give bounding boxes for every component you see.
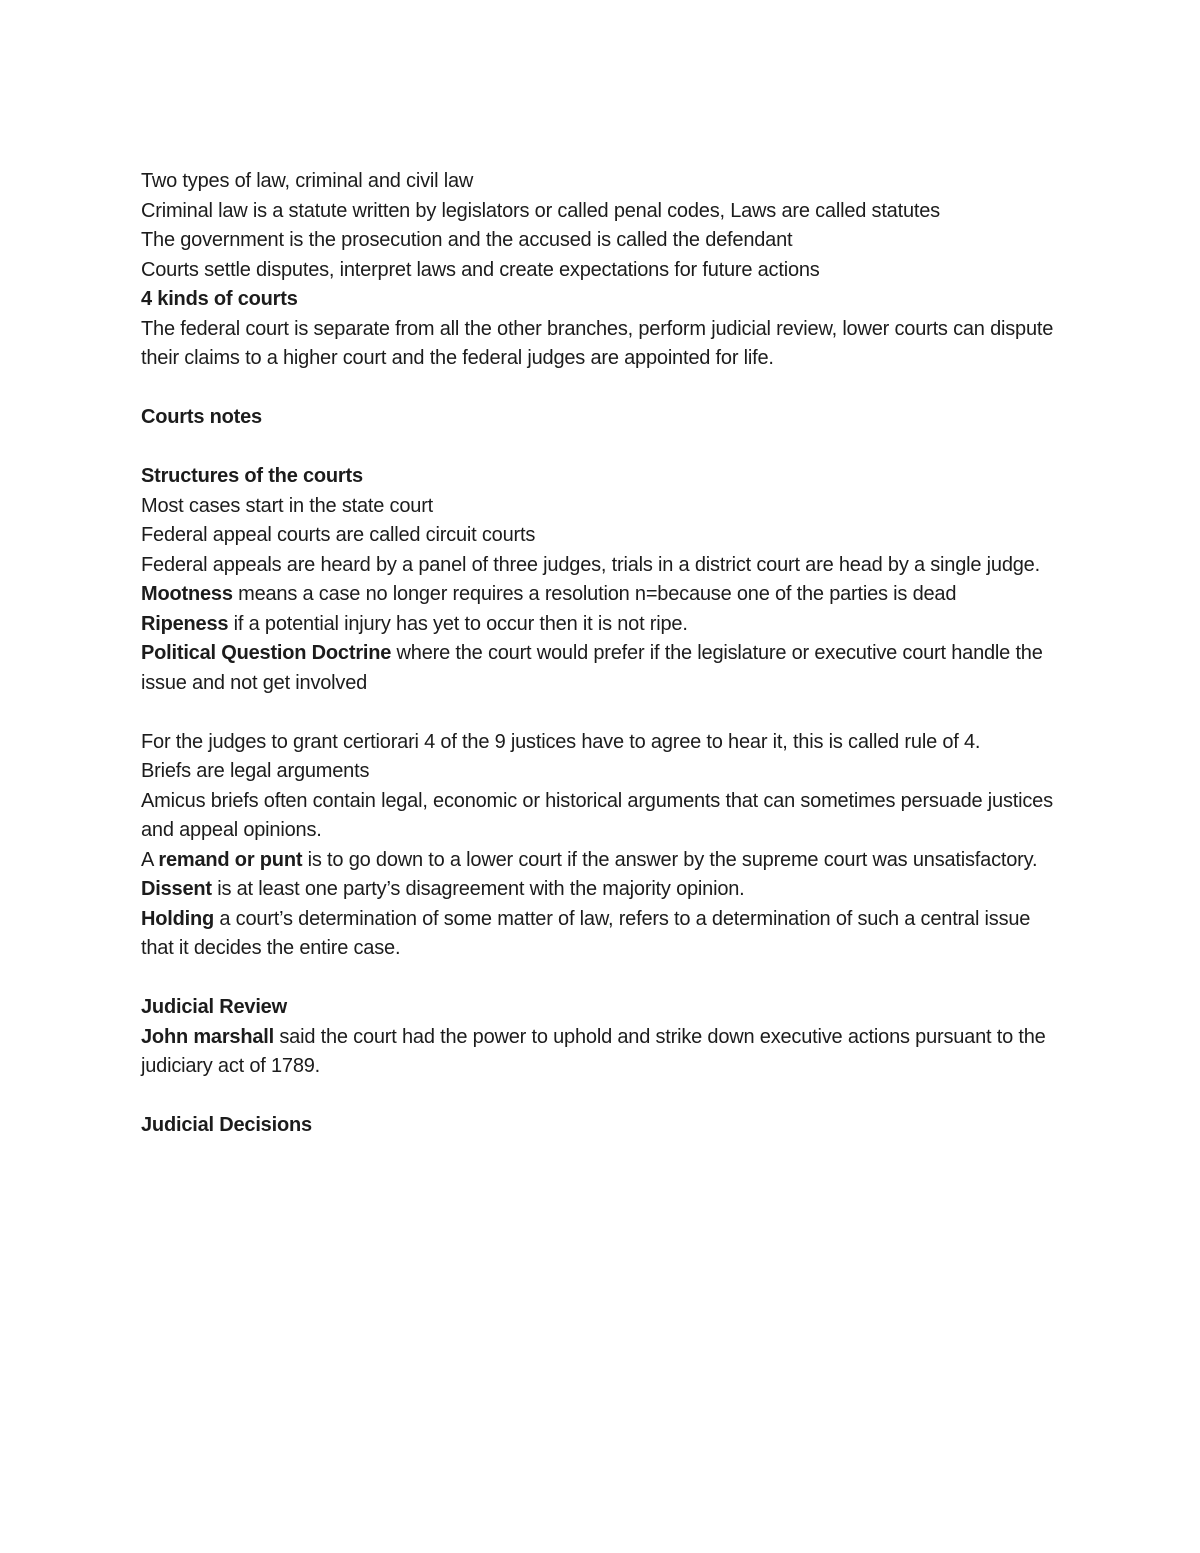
blank-line (141, 1082, 1061, 1112)
blank-line (141, 698, 1061, 728)
paragraph-types-of-law: Two types of law, criminal and civil law (141, 170, 474, 192)
paragraph-courts-settle: Courts settle disputes, interpret laws and create expectations for future actions (141, 258, 820, 281)
text-mootness: means a case no longer requires a resolution n=because one of the parties is dead (232, 583, 957, 605)
text-remand-or: or (229, 848, 260, 871)
paragraph-mootness (141, 580, 1061, 610)
paragraph-holding (141, 905, 1061, 964)
paragraph-marshall (141, 1023, 1061, 1082)
document-body (141, 167, 1061, 1141)
term-remand: remand (158, 848, 230, 871)
text-remand: is to go down to a lower court if the answer by the supreme court was unsatisfactory. (302, 848, 1038, 871)
paragraph-ripeness (141, 610, 1061, 640)
paragraph-certiorari: For the judges to grant certiorari 4 of the 9 justices have to agree to hear it, this is called rule of 4. (141, 730, 981, 753)
text-holding: a court’s determination of some matter of law, refers to a determination of such a central issue that it decides the entire case. (141, 907, 1031, 959)
heading-kinds-of-courts: 4 kinds of courts (141, 288, 298, 310)
paragraph-criminal-law: Criminal law is a statute written by legislators or called penal codes, Laws are called statutes (141, 199, 940, 222)
text-political-question: where the court would prefer if the legislature or executive court handle the issue and not get involved (141, 642, 1043, 694)
text-ripeness: if a potential injury has yet to occur then it is not ripe. (228, 612, 688, 635)
heading-structures: Structures of the courts (141, 465, 363, 487)
blank-line (141, 374, 1061, 404)
paragraph-circuit-courts: Federal appeal courts are called circuit courts (141, 524, 536, 546)
paragraph-briefs: Briefs are legal arguments (141, 760, 370, 782)
paragraph-federal-court: The federal court is separate from all the other branches, perform judicial review, lower courts can dispute their claims to a higher court and the federal judges are appointed for life. (141, 317, 1054, 369)
paragraph-political-question (141, 639, 1061, 698)
term-holding: Holding (141, 907, 215, 930)
heading-judicial-review: Judicial Review (141, 996, 287, 1018)
term-marshall: John marshall (141, 1025, 274, 1048)
term-ripeness: Ripeness (141, 612, 229, 635)
text-dissent: is at least one party’s disagreement with the majority opinion. (211, 878, 745, 900)
term-mootness: Mootness (141, 583, 233, 605)
blank-line (141, 433, 1061, 463)
term-punt: punt (259, 848, 303, 871)
heading-judicial-decisions: Judicial Decisions (141, 1114, 312, 1136)
paragraph-amicus: Amicus briefs often contain legal, economic or historical arguments that can sometimes persuade justices and appeal opinions. (141, 789, 1053, 841)
text-remand-a: A (141, 848, 159, 871)
paragraph-state-court: Most cases start in the state court (141, 494, 434, 517)
blank-line (141, 964, 1061, 994)
paragraph-government: The government is the prosecution and the accused is called the defendant (141, 229, 793, 251)
paragraph-remand (141, 846, 1061, 876)
paragraph-dissent (141, 875, 1061, 905)
heading-courts-notes: Courts notes (141, 406, 262, 428)
term-political-question: Political Question Doctrine (141, 642, 392, 664)
term-dissent: Dissent (141, 878, 212, 900)
paragraph-federal-appeals: Federal appeals are heard by a panel of three judges, trials in a district court are head by a single judge. (141, 553, 1040, 576)
text-marshall: said the court had the power to uphold and strike down executive actions pursuant to the judiciary act of 1789. (141, 1025, 1046, 1077)
